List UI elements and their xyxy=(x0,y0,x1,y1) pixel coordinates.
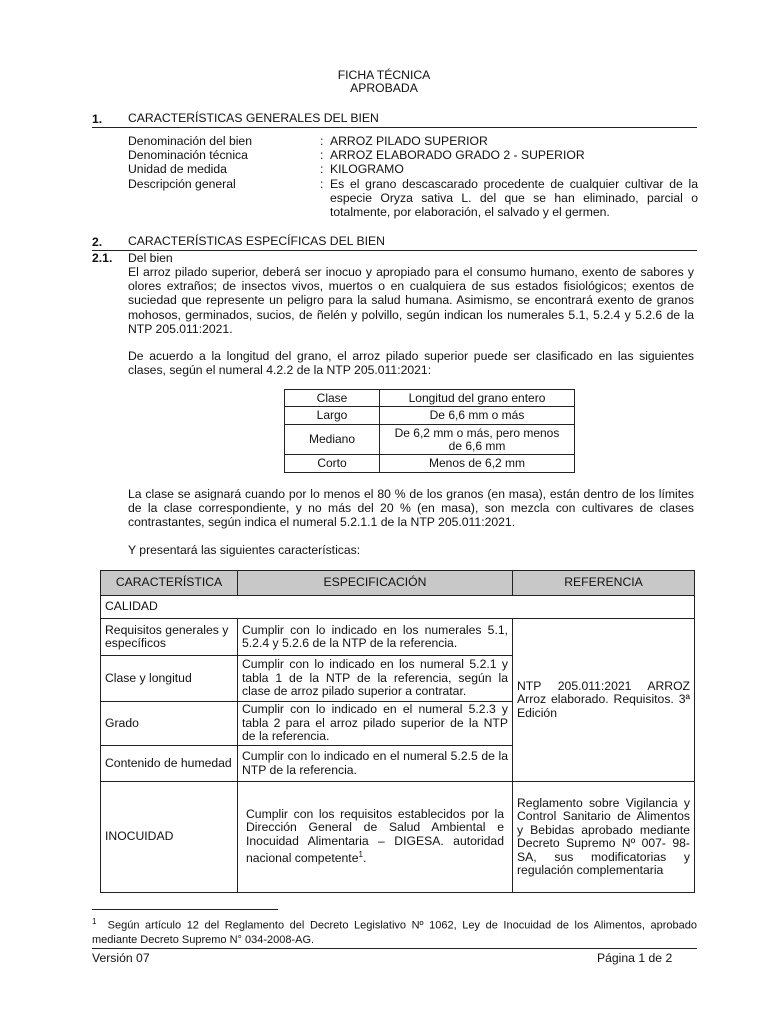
def-label: Denominación técnica xyxy=(128,148,248,163)
table-row xyxy=(285,407,575,425)
document-title: FICHA TÉCNICA xyxy=(337,68,431,82)
def-label: Descripción general xyxy=(128,176,236,191)
paragraph-characteristics-intro: Y presentará las siguientes características: xyxy=(128,543,361,557)
def-row: Denominación del bien : ARROZ PILADO SUPERIOR xyxy=(128,134,698,148)
table-header-cell: Longitud del grano entero xyxy=(380,390,575,407)
characteristic-cell: INOCUIDAD xyxy=(101,782,238,893)
group-label: CALIDAD xyxy=(101,596,695,619)
specification-cell: Cumplir con lo indicado en los numerales 5.1, 5.2.4 y 5.2.6 de la NTP de la referencia. xyxy=(238,619,513,656)
section-2-divider xyxy=(92,250,697,251)
table-cell: Largo xyxy=(285,407,380,425)
section-1-divider xyxy=(92,127,697,128)
footer-version: Versión 07 xyxy=(92,951,150,965)
footnote-mark: 1 xyxy=(92,917,97,926)
paragraph-class-assignment: La clase se asignará cuando por lo menos el 80 % de los granos (en masa), están dentro de los límites de la clase correspondiente, y no más del 20 % (en masa), son mezcla con cultivares de clases contrastantes, según indica el numeral 5.2.1.1 de la NTP 205.011:2021. xyxy=(128,487,694,530)
footnote-reference: 1 xyxy=(358,850,363,860)
paragraph-requirements: El arroz pilado superior, deberá ser inocuo y apropiado para el consumo humano, exento de sabores y olores extraños; de insectos vivos, muertos o en cualquiera de sus estados fisiológicos; exentos de suciedad que represente un peligro para la salud humana. Asimismo, se encontrará exento de granos mohosos, germinados, sucios, de ñelén y polvillo, según indican los numerales 5.1, 5.2.4 y 5.2.6 de la NTP 205.011:2021. xyxy=(128,265,694,336)
table-header-row xyxy=(285,390,575,407)
subsection-title: Del bien xyxy=(128,251,173,265)
table-header-cell: ESPECIFICACIÓN xyxy=(238,571,513,596)
section-1-number: 1. xyxy=(92,112,103,126)
footnote xyxy=(92,915,697,947)
table-cell: Mediano xyxy=(285,425,380,455)
characteristic-cell: Clase y longitud xyxy=(101,656,238,702)
reference-cell: Reglamento sobre Vigilancia y Control Sanitario de Alimentos y Bebidas aprobado mediante Decreto Supremo Nº 007- 98-SA, sus modificatorias y regulación complementaria xyxy=(513,782,695,893)
specification-table xyxy=(100,570,695,893)
document-status: APROBADA xyxy=(350,81,418,95)
general-characteristics-list xyxy=(128,134,698,219)
grain-class-table xyxy=(284,389,575,473)
characteristic-cell: Grado xyxy=(101,702,238,746)
table-header-cell: Clase xyxy=(285,390,380,407)
table-row xyxy=(101,782,695,893)
def-value: ARROZ PILADO SUPERIOR xyxy=(330,134,488,148)
table-cell: Menos de 6,2 mm xyxy=(380,455,575,473)
specification-cell: Cumplir con los requisitos establecidos por la Dirección General de Salud Ambiental e Inocuidad Alimentaria – DIGESA. autoridad nacional competente$^1$. xyxy=(238,782,513,893)
table-cell: De 6,2 mm o más, pero menos de 6,6 mm xyxy=(380,425,575,455)
footer-divider xyxy=(92,948,697,949)
table-cell: De 6,6 mm o más xyxy=(380,407,575,425)
subsection-number: 2.1. xyxy=(92,251,113,265)
def-value: Es el grano descascarado procedente de cualquier cultivar de la especie Oryza sativa L. del que se han eliminado, parcial o totalmente, por elaboración, el salvado y el germen. xyxy=(330,176,698,220)
footnote-divider xyxy=(92,909,278,910)
specification-cell: Cumplir con lo indicado en el numeral 5.2.5 de la NTP de la referencia. xyxy=(238,746,513,782)
table-row xyxy=(285,425,575,455)
safety-specification-text: Cumplir con los requisitos establecidos por la Dirección General de Salud Ambiental e Inocuidad Alimentaria – DIGESA. autoridad nacional competente xyxy=(246,806,504,866)
table-group-row xyxy=(101,596,695,619)
table-row xyxy=(101,619,695,656)
def-label: Denominación del bien xyxy=(128,134,252,148)
table-header-cell: REFERENCIA xyxy=(513,571,695,596)
table-cell: Corto xyxy=(285,455,380,473)
def-label: Unidad de medida xyxy=(128,162,227,177)
table-row xyxy=(285,455,575,473)
def-value: ARROZ ELABORADO GRADO 2 - SUPERIOR xyxy=(330,148,585,163)
table-header-cell: CARACTERÍSTICA xyxy=(101,571,238,596)
def-row: Denominación técnica : ARROZ ELABORADO GRADO 2 - SUPERIOR xyxy=(128,148,698,162)
table-header-row xyxy=(101,571,695,596)
def-row: Unidad de medida : KILOGRAMO xyxy=(128,162,698,176)
footer-page-number: Página 1 de 2 xyxy=(597,951,673,965)
characteristic-cell: Contenido de humedad xyxy=(101,746,238,782)
footnote-text: Según artículo 12 del Reglamento del Decreto Legislativo Nº 1062, Ley de Inocuidad de los Alimentos, aprobado mediante Decreto Supremo N° 034-2008-AG. xyxy=(92,919,697,946)
section-1-title: CARACTERÍSTICAS GENERALES DEL BIEN xyxy=(128,111,379,125)
paragraph-classification: De acuerdo a la longitud del grano, el arroz pilado superior puede ser clasificado en las siguientes clases, según el numeral 4.2.2 de la NTP 205.011:2021: xyxy=(128,349,694,378)
section-2-title: CARACTERÍSTICAS ESPECÍFICAS DEL BIEN xyxy=(128,234,385,248)
specification-cell: Cumplir con lo indicado en el numeral 5.2.3 y tabla 2 para el arroz pilado superior de la NTP de la referencia. xyxy=(238,702,513,746)
specification-cell: Cumplir con lo indicado en los numeral 5.2.1 y tabla 1 de la NTP de la referencia, según la clase de arroz pilado superior a contratar. xyxy=(238,656,513,702)
characteristic-cell: Requisitos generales y específicos xyxy=(101,619,238,656)
def-row: Descripción general : Es el grano descascarado procedente de cualquier cultivar de la especie Oryza sativa L. del que se han eliminado, parcial o totalmente, por elaboración, el salvado y el germen. xyxy=(128,176,698,220)
reference-cell: NTP 205.011:2021 ARROZ Arroz elaborado. Requisitos. 3ª Edición xyxy=(513,619,695,782)
section-2-number: 2. xyxy=(92,235,103,249)
def-value: KILOGRAMO xyxy=(330,162,404,177)
